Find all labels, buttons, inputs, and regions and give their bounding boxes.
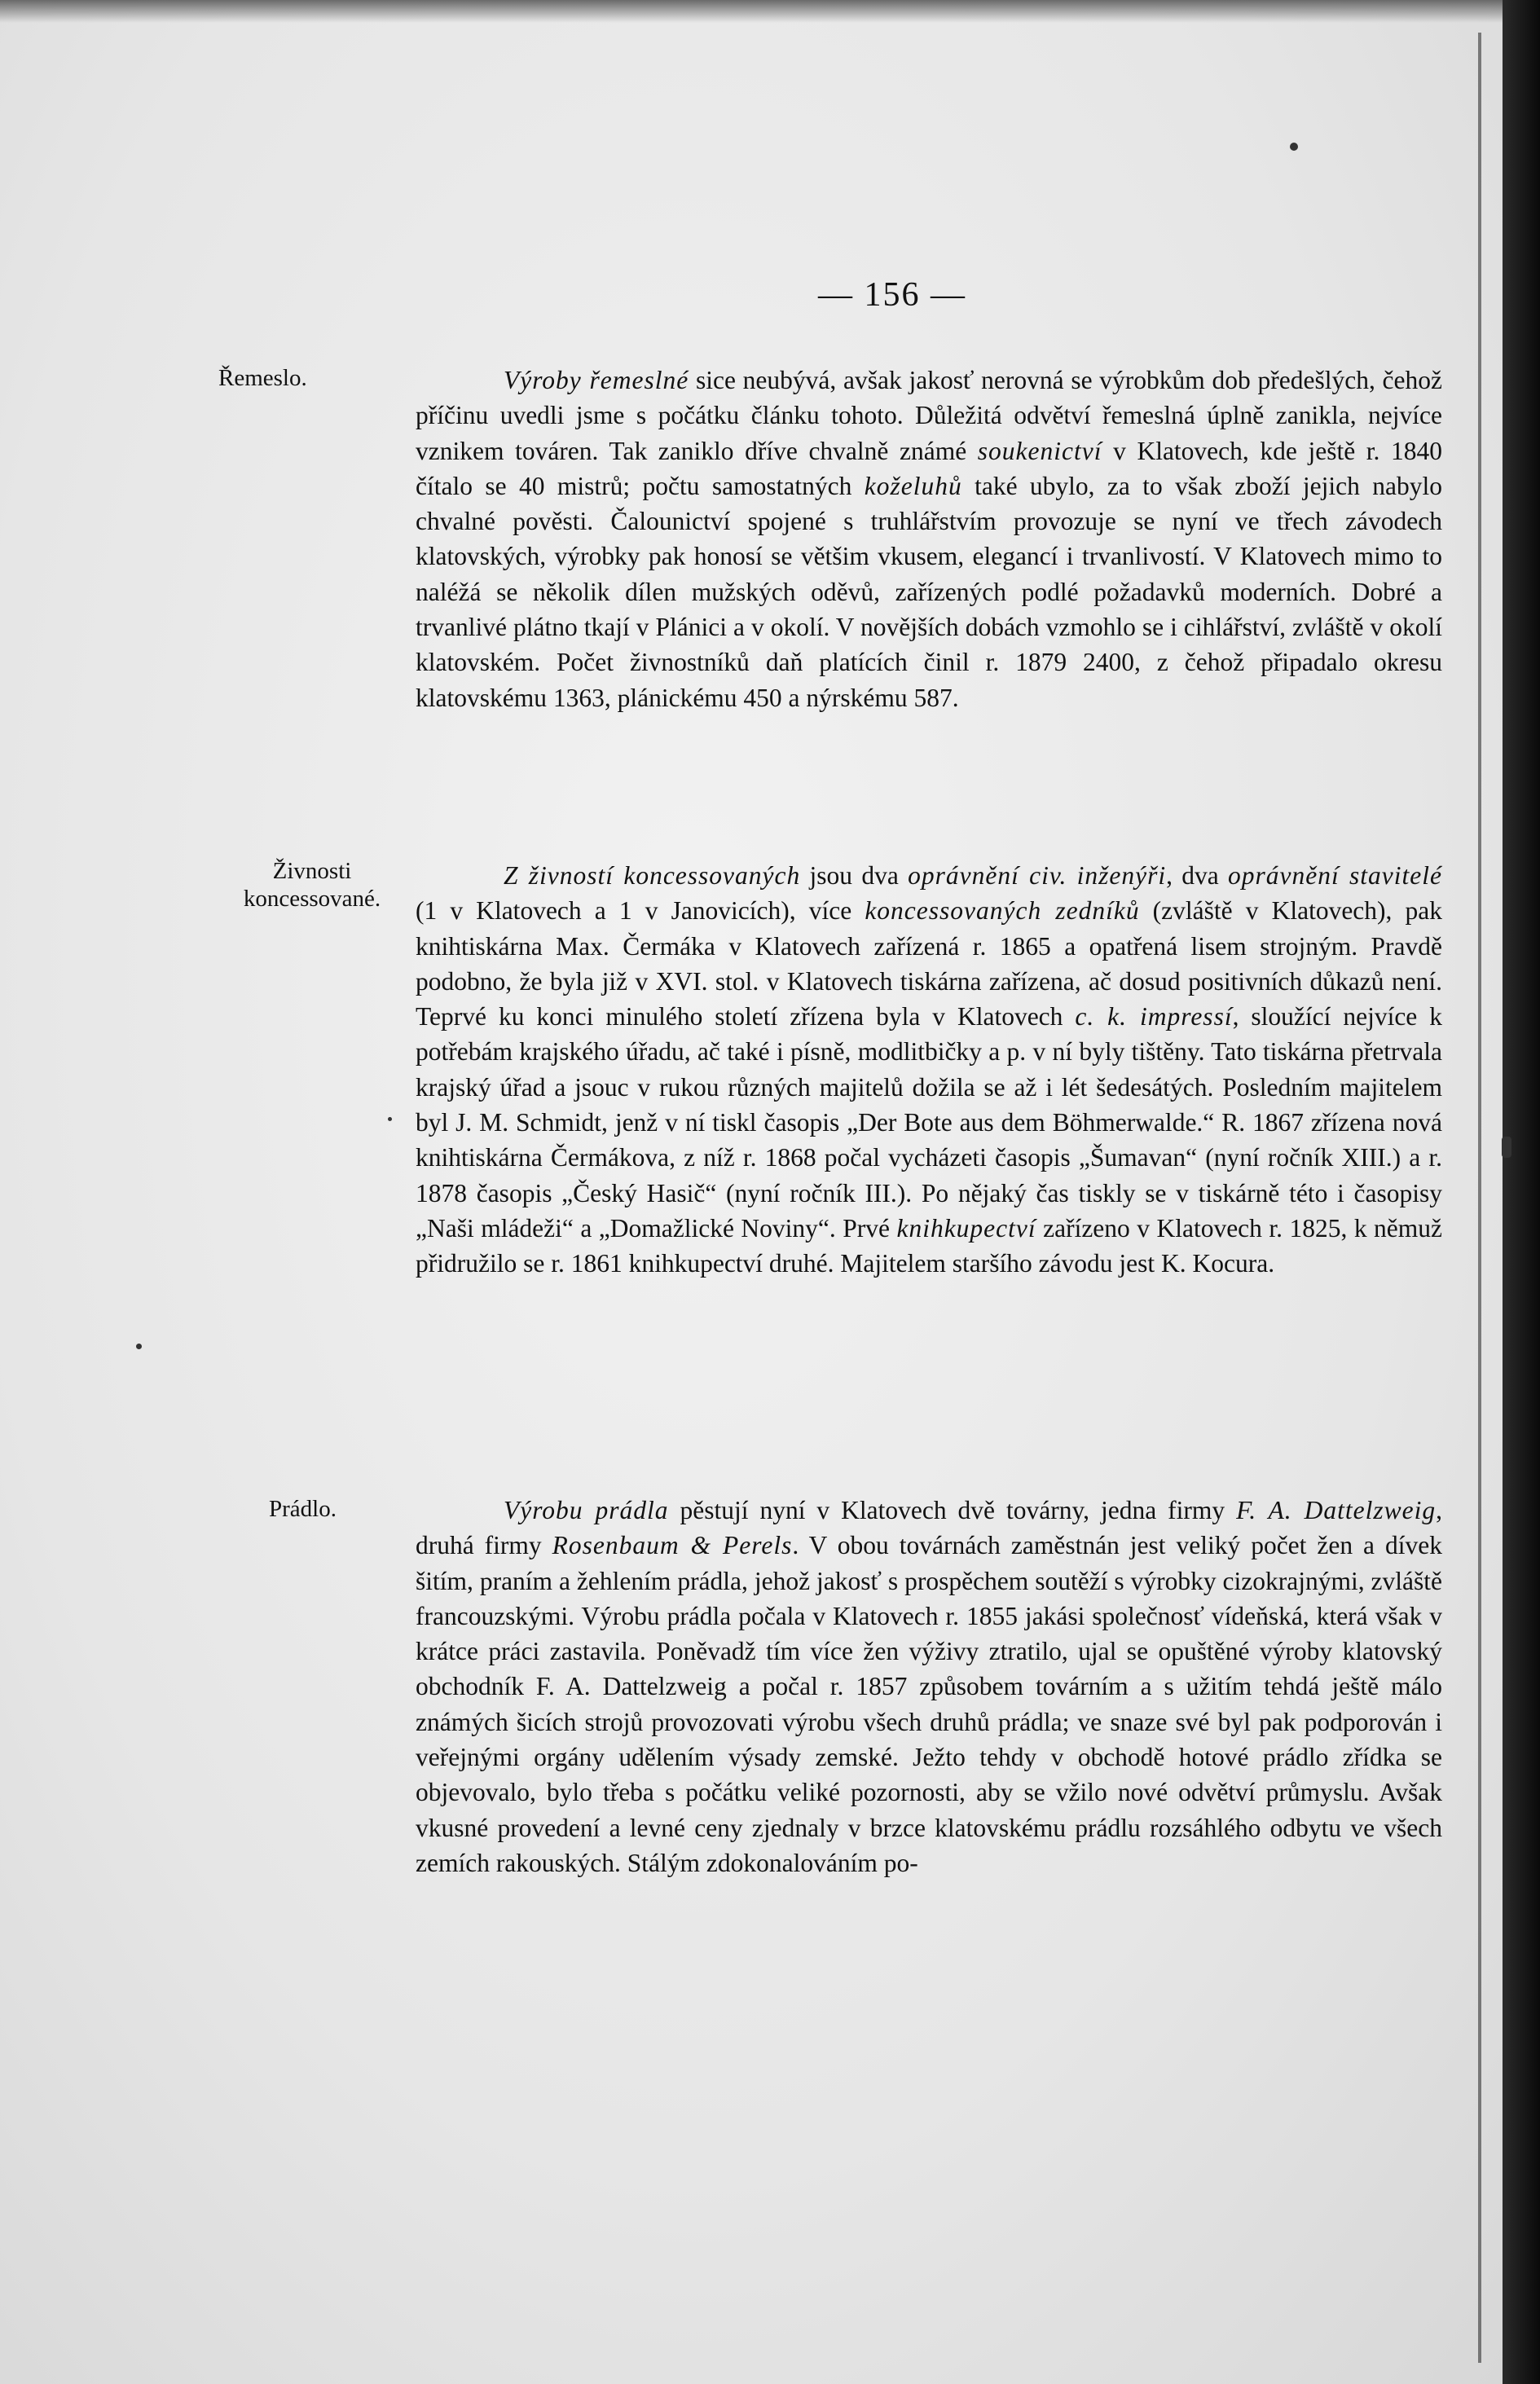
text-run: . V obou továrnách zaměstnán jest veliký počet žen a dívek šitím, praním a žehlením prádla, jehož jakosť s prospěchem soutěží s výrobky cizokrajnými, zvláště francouzskými. Výrobu prádla počala v Klatovech r. 1855 jakási společnosť vídeňská, která však v krátce práci zastavila. Poněvadž tím více žen výživy ztratilo, ujal se opuštěné výroby klatovský obchodník F. A. Dattelzweig a počal r. 1857 způsobem továrním a s užitím tehdá ještě málo známých šicích strojů provozovati výrobu všech druhů prádla; ve snaze své byl pak podporován i veřejnými orgány udělením výsady zemské. Ježto tehdy v obchodě hotové prádlo zřídka se objevovalo, bylo třeba s počátku veliké pozornosti, aby se vžilo nové odvětví průmyslu. Avšak vkusné provedení a levné ceny zjednaly v brzce klatovskému prádlu rozsáhlého odbytu ve všech zemích rakouských. Stálým zdokonalováním po- [416,1531,1442,1877]
page-number: — 156 — [818,276,966,314]
text-run: , sloužící nejvíce k potřebám krajského úřadu, ač také i písně, modlitbičky a p. v ní byly tištěny. Tato tiskárna přetrvala krajský úřad a jsouc v rukou různých majitelů dožila se až i lét šedesátých. Posledním majitelem byl J. M. Schmidt, jenž v ní tiskl časopis „Der Bote aus dem Böhmerwalde.“ R. 1867 zřízena nová knihtiskárna Čermákova, z níž r. 1868 počal vycházeti časopis „Šumavan“ (nyní ročník XIII.) a r. 1878 časopis „Český Hasič“ (nyní ročník III.). Po nějaký čas tiskly se v tiskárně této i časopisy „Naši mládeži“ a „Domažlické Noviny“. Prvé [416,1002,1442,1243]
margin-note-pradlo: Prádlo. [269,1496,337,1522]
right-crease-line [1478,33,1481,2363]
italic-term: soukenictví [977,436,1102,465]
speck [388,1117,392,1121]
text-run: sice neubývá, avšak jakosť nerovná se výrobkům dob předešlých, čehož příčinu uvedli jsme s počátku článku tohoto. Důležitá odvětví řemeslná úplně zanikla, nejvíce vznikem továren. Tak zaniklo dříve chvalně známé [416,366,1442,465]
text-run: v Klatovech, kde ještě r. 1840 čítalo se 40 mistrů; počtu samostatných [416,436,1443,500]
text-run: také ubylo, za to však zboží jejich nabylo chvalné pověsti. Čalounictví spojené s truhlářstvím provozuje se nyní ve třech závodech klatovských, výrobky pak honosí se většim vkusem, elegancí i trvanlivostí. V Klatovech mimo to naléžá se několik dílen mužských oděvů, zařízených podlé požadavků moderních. Dobré a trvanlivé plátno tkají v Plánici a v okolí. V novějších dobách vzmohlo se i cihlářství, zvláště v okolí klatovském. Počet živnostníků daň platících činil r. 1879 2400, z čehož připadalo okresu klatovskému 1363, plánickému 450 a nýrskému 587. [416,471,1442,712]
right-dark-edge [1503,0,1540,2384]
paragraph-body [416,1496,1442,1877]
italic-term: koželuhů [864,471,962,500]
italic-term: Rosenbaum & Perels [552,1531,793,1560]
italic-term: oprávnění civ. inženýři [908,861,1167,890]
speck [1290,143,1298,151]
speck [136,1344,142,1349]
text-run: , druhá firmy [416,1496,1442,1560]
margin-note-remeslo: Řemeslo. [218,365,307,391]
italic-term: F. A. Dattelzweig [1236,1496,1437,1524]
paragraph-lead: Z živností koncessovaných [504,861,801,890]
text-run: (1 v Klatovech a 1 v Janovicích), více [416,896,865,926]
text-run: zařízeno v Klatovech r. 1825, k němuž přidružilo se r. 1861 knihkupectví druhé. Majitelem staršího závodu jest K. Kocura. [416,1213,1443,1278]
paragraph-body [416,861,1442,1278]
paragraph-remeslo [416,363,1442,715]
paragraph-zivnosti-koncessovane [416,858,1442,1282]
paragraph-lead: Výroby řemeslné [504,366,689,394]
paragraph-pradlo [416,1493,1442,1880]
top-shadow [0,0,1540,23]
text-run: jsou dva [800,861,909,890]
italic-term: c. k. impressí [1075,1002,1233,1031]
paragraph-lead: Výrobu prádla [504,1496,669,1524]
italic-term: koncessovaných zedníků [865,896,1140,926]
text-run: (zvláště v Klatovech), pak knihtiskárna Max. Čermáka v Klatovech zařízená r. 1865 a opatřená lisem strojným. Pravdě podobno, že byla již v XVI. stol. v Klatovech tiskárna zařízena, ač dosud positivních důkazů není. Teprvé ku konci minulého století zřízena byla v Klatovech [416,896,1442,1031]
margin-note-zivnosti-koncessovane: Živnosti koncessované. [243,858,381,913]
italic-term: oprávnění stavitelé [1228,861,1443,890]
text-run: pěstují nyní v Klatovech dvě továrny, jedna firmy [668,1496,1237,1524]
text-run: , dva [1166,861,1229,890]
speck [1502,1137,1511,1158]
paragraph-body [416,366,1442,712]
italic-term: knihkupectví [896,1213,1036,1243]
